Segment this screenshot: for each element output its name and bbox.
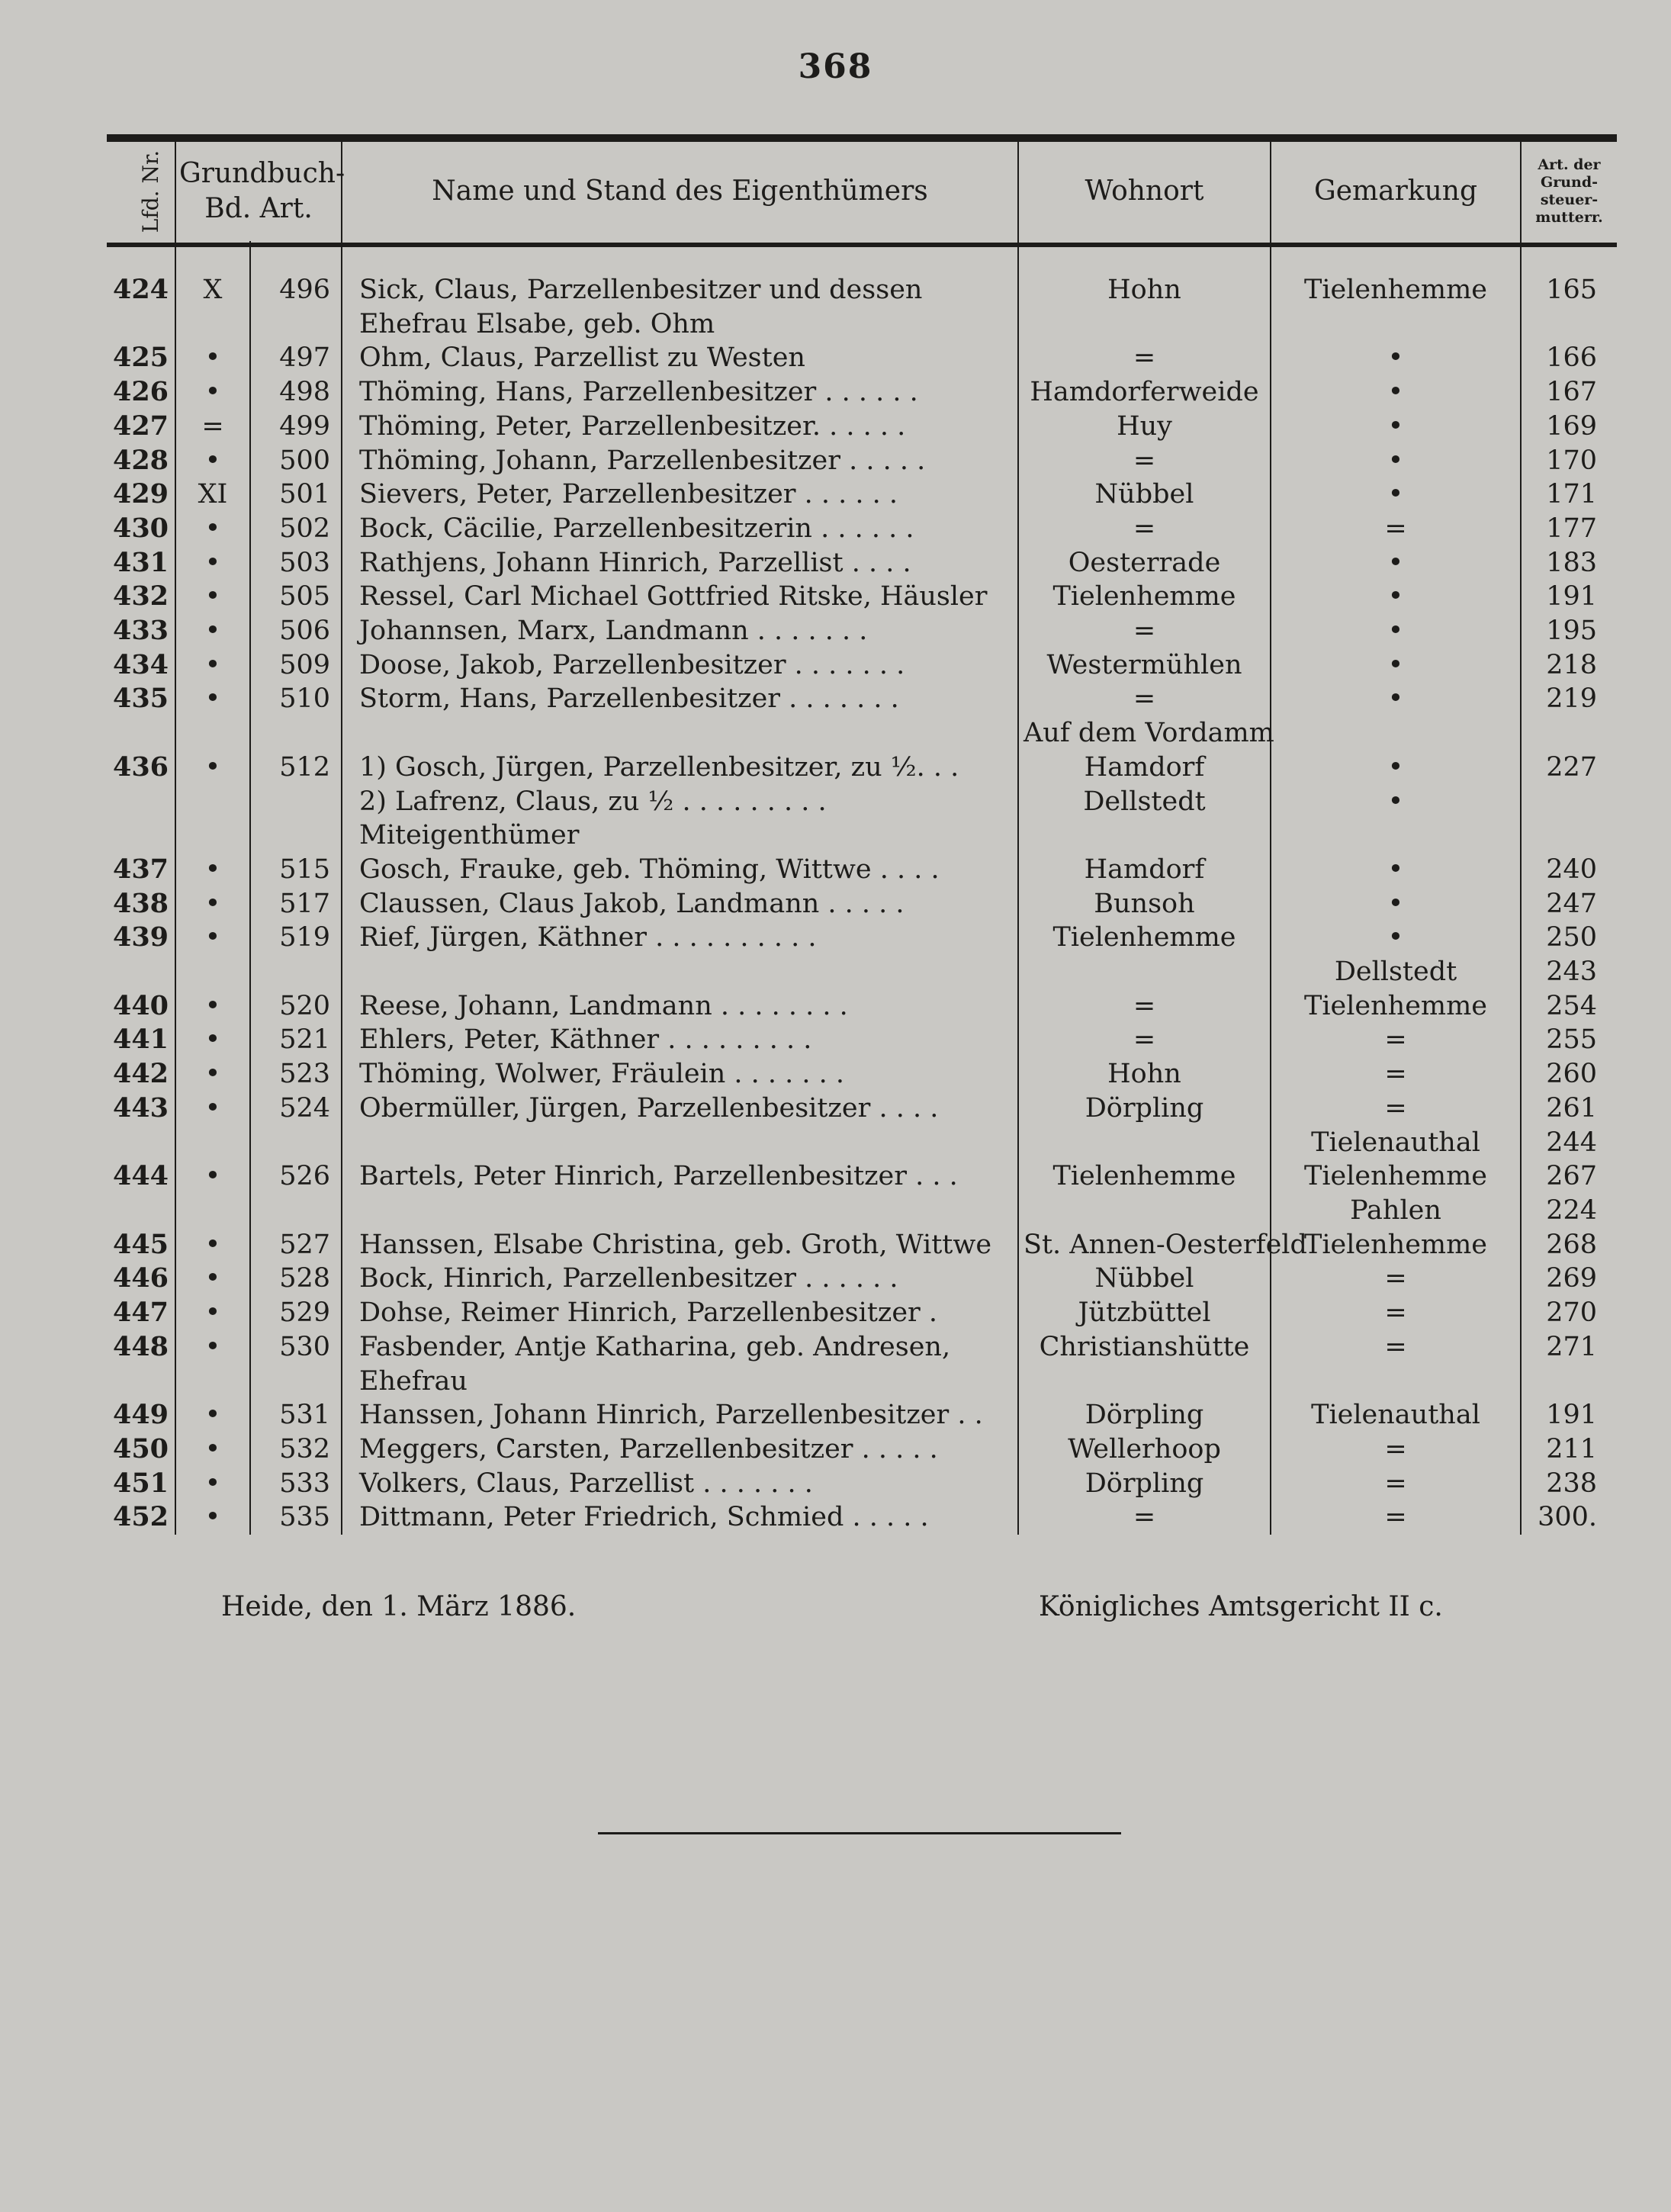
row-residence: Tielenhemme xyxy=(1018,921,1271,955)
row-district: • xyxy=(1271,410,1521,444)
table-row xyxy=(107,1467,1617,1501)
table-row xyxy=(107,1330,1617,1398)
row-article: 498 xyxy=(250,375,342,410)
row-owner-name: Fasbender, Antje Katharina, geb. Andresen, Ehefrau xyxy=(342,1330,1018,1398)
table-row xyxy=(107,648,1617,683)
row-tax-article: 165 xyxy=(1521,241,1617,341)
row-owner-name xyxy=(342,955,1018,989)
row-article: 531 xyxy=(250,1398,342,1432)
row-article: 502 xyxy=(250,512,342,546)
row-band: • xyxy=(175,580,250,614)
row-article: 515 xyxy=(250,853,342,887)
row-article: 529 xyxy=(250,1296,342,1330)
row-residence: = xyxy=(1018,614,1271,648)
row-article: 520 xyxy=(250,989,342,1024)
row-band: • xyxy=(175,1092,250,1126)
table-row xyxy=(107,1500,1617,1535)
row-owner-name: Reese, Johann, Landmann . . . . . . . . xyxy=(342,989,1018,1024)
row-nr xyxy=(107,716,175,751)
row-owner-name: Ohm, Claus, Parzellist zu Westen xyxy=(342,341,1018,375)
row-nr: 438 xyxy=(112,887,169,919)
row-owner-name: Dohse, Reimer Hinrich, Parzellenbesitzer . xyxy=(342,1296,1018,1330)
header-nr: Lfd. Nr. xyxy=(138,150,164,233)
closing-rule xyxy=(598,1832,1121,1834)
row-article xyxy=(250,1126,342,1160)
row-nr: 427 xyxy=(112,410,169,442)
row-tax-article: 171 xyxy=(1521,477,1617,512)
row-article: 521 xyxy=(250,1023,342,1057)
row-owner-name: Rief, Jürgen, Käthner . . . . . . . . . . xyxy=(342,921,1018,955)
row-district: • xyxy=(1271,546,1521,580)
row-article: 503 xyxy=(250,546,342,580)
row-band: • xyxy=(175,546,250,580)
row-district: • xyxy=(1271,853,1521,887)
row-owner-name: Dittmann, Peter Friedrich, Schmied . . . . . xyxy=(342,1500,1018,1535)
table-row xyxy=(107,1194,1617,1228)
row-tax-article: 191 xyxy=(1521,580,1617,614)
row-band: • xyxy=(175,1023,250,1057)
row-residence: Christianshütte xyxy=(1018,1330,1271,1398)
row-owner-name: Hanssen, Johann Hinrich, Parzellenbesitzer . . xyxy=(342,1398,1018,1432)
row-owner-name: Thöming, Peter, Parzellenbesitzer. . . . . . xyxy=(342,410,1018,444)
row-article: 510 xyxy=(250,682,342,716)
row-tax-article: 211 xyxy=(1521,1432,1617,1467)
row-band: • xyxy=(175,341,250,375)
row-tax-article: 240 xyxy=(1521,853,1617,887)
row-district: • xyxy=(1271,614,1521,648)
row-article: 497 xyxy=(250,341,342,375)
row-tax-article: 169 xyxy=(1521,410,1617,444)
row-nr xyxy=(107,955,175,989)
row-residence: Oesterrade xyxy=(1018,546,1271,580)
row-nr: 446 xyxy=(112,1262,169,1294)
row-article: 512 xyxy=(250,751,342,785)
row-tax-article xyxy=(1521,716,1617,751)
row-residence: Jützbüttel xyxy=(1018,1296,1271,1330)
row-owner-name: Doose, Jakob, Parzellenbesitzer . . . . . . . xyxy=(342,648,1018,683)
row-nr: 434 xyxy=(112,648,169,680)
row-nr: 445 xyxy=(112,1228,169,1260)
row-nr: 452 xyxy=(112,1501,169,1533)
row-district: = xyxy=(1271,1296,1521,1330)
row-band: • xyxy=(175,375,250,410)
table-row xyxy=(107,477,1617,512)
row-nr: 447 xyxy=(112,1297,169,1329)
row-residence: = xyxy=(1018,1500,1271,1535)
row-band: • xyxy=(175,1296,250,1330)
row-district: • xyxy=(1271,751,1521,785)
row-band: • xyxy=(175,1500,250,1535)
row-residence: St. Annen-Oesterfeld xyxy=(1018,1228,1271,1262)
table-row xyxy=(107,682,1617,716)
row-district: Tielenhemme xyxy=(1271,1228,1521,1262)
row-article: 496 xyxy=(250,241,342,341)
row-owner-name: Ressel, Carl Michael Gottfried Ritske, Häusler xyxy=(342,580,1018,614)
row-band: • xyxy=(175,614,250,648)
row-nr: 443 xyxy=(112,1092,169,1124)
table-row xyxy=(107,375,1617,410)
row-district: • xyxy=(1271,341,1521,375)
row-district: Pahlen xyxy=(1271,1194,1521,1228)
table-row xyxy=(107,955,1617,989)
row-district: = xyxy=(1271,1432,1521,1467)
row-district: • xyxy=(1271,887,1521,921)
row-nr: 440 xyxy=(112,989,169,1021)
table-row xyxy=(107,410,1617,444)
row-district: • xyxy=(1271,682,1521,716)
row-owner-name: Meggers, Carsten, Parzellenbesitzer . . . . . xyxy=(342,1432,1018,1467)
row-owner-name: Bartels, Peter Hinrich, Parzellenbesitzer . . . xyxy=(342,1159,1018,1194)
header-bd: Bd. xyxy=(204,193,252,224)
table-row xyxy=(107,716,1617,751)
table-row xyxy=(107,1159,1617,1194)
table-row xyxy=(107,785,1617,853)
row-tax-article: 191 xyxy=(1521,1398,1617,1432)
row-residence: Bunsoh xyxy=(1018,887,1271,921)
row-district: = xyxy=(1271,512,1521,546)
table-row xyxy=(107,341,1617,375)
row-nr: 435 xyxy=(112,683,169,715)
row-article: 530 xyxy=(250,1330,342,1398)
row-band: • xyxy=(175,1432,250,1467)
row-tax-article xyxy=(1521,785,1617,853)
header-name: Name und Stand des Eigenthümers xyxy=(342,142,1018,241)
table-row xyxy=(107,1126,1617,1160)
row-district: • xyxy=(1271,648,1521,683)
row-owner-name: Storm, Hans, Parzellenbesitzer . . . . . . . xyxy=(342,682,1018,716)
table-row xyxy=(107,512,1617,546)
row-district: • xyxy=(1271,477,1521,512)
row-district: Tielenhemme xyxy=(1271,1159,1521,1194)
row-district: Dellstedt xyxy=(1271,955,1521,989)
row-residence: Hohn xyxy=(1018,1057,1271,1092)
owners-table xyxy=(107,142,1617,1535)
row-district: = xyxy=(1271,1330,1521,1398)
row-district: = xyxy=(1271,1500,1521,1535)
row-nr: 449 xyxy=(112,1399,169,1431)
row-owner-name: Hanssen, Elsabe Christina, geb. Groth, Wittwe xyxy=(342,1228,1018,1262)
row-tax-article: 166 xyxy=(1521,341,1617,375)
row-band: X xyxy=(175,241,250,341)
row-tax-article: 271 xyxy=(1521,1330,1617,1398)
row-residence: Nübbel xyxy=(1018,477,1271,512)
row-owner-name: Sick, Claus, Parzellenbesitzer und dessen Ehefrau Elsabe, geb. Ohm xyxy=(342,241,1018,341)
row-tax-article: 255 xyxy=(1521,1023,1617,1057)
table-row xyxy=(107,546,1617,580)
row-residence: Nübbel xyxy=(1018,1262,1271,1296)
header-wohnort: Wohnort xyxy=(1018,142,1271,241)
row-article xyxy=(250,1194,342,1228)
row-nr: 426 xyxy=(112,376,169,408)
row-band xyxy=(175,955,250,989)
table-row xyxy=(107,444,1617,478)
row-tax-article: 268 xyxy=(1521,1228,1617,1262)
row-tax-article: 243 xyxy=(1521,955,1617,989)
row-nr xyxy=(107,1126,175,1160)
row-band xyxy=(175,716,250,751)
row-residence: Dörpling xyxy=(1018,1398,1271,1432)
row-band: • xyxy=(175,1159,250,1194)
row-band: • xyxy=(175,751,250,785)
row-tax-article: 244 xyxy=(1521,1126,1617,1160)
row-residence: Hamdorferweide xyxy=(1018,375,1271,410)
row-residence xyxy=(1018,1194,1271,1228)
row-article: 506 xyxy=(250,614,342,648)
row-owner-name: Thöming, Johann, Parzellenbesitzer . . . . . xyxy=(342,444,1018,478)
row-residence: = xyxy=(1018,682,1271,716)
row-nr: 450 xyxy=(112,1432,169,1464)
row-residence: Hamdorf xyxy=(1018,751,1271,785)
page-number: 368 xyxy=(798,47,873,86)
row-nr xyxy=(107,1194,175,1228)
row-band: • xyxy=(175,1057,250,1092)
row-residence: Wellerhoop xyxy=(1018,1432,1271,1467)
row-nr: 444 xyxy=(112,1160,169,1192)
row-article xyxy=(250,955,342,989)
row-tax-article: 247 xyxy=(1521,887,1617,921)
row-nr: 430 xyxy=(112,512,169,544)
table-row xyxy=(107,1432,1617,1467)
row-owner-name: Volkers, Claus, Parzellist . . . . . . . xyxy=(342,1467,1018,1501)
row-district: • xyxy=(1271,580,1521,614)
row-tax-article: 254 xyxy=(1521,989,1617,1024)
header-art: Art. xyxy=(259,193,313,224)
table-row xyxy=(107,1023,1617,1057)
row-owner-name: Thöming, Wolwer, Fräulein . . . . . . . xyxy=(342,1057,1018,1092)
row-band: • xyxy=(175,682,250,716)
table-row xyxy=(107,887,1617,921)
row-article: 526 xyxy=(250,1159,342,1194)
row-band: • xyxy=(175,648,250,683)
row-article: 532 xyxy=(250,1432,342,1467)
row-tax-article: 224 xyxy=(1521,1194,1617,1228)
row-nr: 442 xyxy=(112,1058,169,1090)
row-band: • xyxy=(175,1262,250,1296)
row-district xyxy=(1271,716,1521,751)
table-row xyxy=(107,853,1617,887)
row-band: • xyxy=(175,853,250,887)
row-article: 523 xyxy=(250,1057,342,1092)
row-tax-article: 195 xyxy=(1521,614,1617,648)
header-gemarkung: Gemarkung xyxy=(1271,142,1521,241)
row-district: • xyxy=(1271,444,1521,478)
row-residence: Dellstedt xyxy=(1018,785,1271,853)
row-owner-name: 1) Gosch, Jürgen, Parzellenbesitzer, zu ½. . . xyxy=(342,751,1018,785)
row-tax-article: 260 xyxy=(1521,1057,1617,1092)
row-band: • xyxy=(175,512,250,546)
row-tax-article: 269 xyxy=(1521,1262,1617,1296)
table-row xyxy=(107,989,1617,1024)
table-row xyxy=(107,751,1617,785)
row-owner-name: Bock, Hinrich, Parzellenbesitzer . . . . . . xyxy=(342,1262,1018,1296)
row-district: Tielenauthal xyxy=(1271,1126,1521,1160)
row-tax-article: 227 xyxy=(1521,751,1617,785)
row-band: • xyxy=(175,921,250,955)
row-residence: Tielenhemme xyxy=(1018,580,1271,614)
row-residence: Auf dem Vordamm xyxy=(1018,716,1271,751)
row-residence: = xyxy=(1018,512,1271,546)
row-residence: Dörpling xyxy=(1018,1092,1271,1126)
row-district: • xyxy=(1271,921,1521,955)
row-band: • xyxy=(175,1330,250,1398)
header-artikel: Art. der Grund-steuer-mutterr. xyxy=(1521,142,1617,241)
row-tax-article: 267 xyxy=(1521,1159,1617,1194)
row-band: XI xyxy=(175,477,250,512)
table-row xyxy=(107,1262,1617,1296)
row-band: • xyxy=(175,444,250,478)
table-row xyxy=(107,580,1617,614)
row-nr: 428 xyxy=(112,444,169,476)
row-band: • xyxy=(175,1467,250,1501)
table-row xyxy=(107,921,1617,955)
row-tax-article: 300. xyxy=(1521,1500,1617,1535)
row-residence: Huy xyxy=(1018,410,1271,444)
row-owner-name: Rathjens, Johann Hinrich, Parzellist . . . . xyxy=(342,546,1018,580)
row-nr: 432 xyxy=(112,580,169,612)
row-tax-article: 167 xyxy=(1521,375,1617,410)
row-residence xyxy=(1018,955,1271,989)
row-article xyxy=(250,716,342,751)
row-district: Tielenauthal xyxy=(1271,1398,1521,1432)
row-tax-article: 170 xyxy=(1521,444,1617,478)
row-owner-name: Sievers, Peter, Parzellenbesitzer . . . . . . xyxy=(342,477,1018,512)
row-owner-name: Ehlers, Peter, Käthner . . . . . . . . . xyxy=(342,1023,1018,1057)
row-owner-name: Obermüller, Jürgen, Parzellenbesitzer . . . . xyxy=(342,1092,1018,1126)
row-article xyxy=(250,785,342,853)
row-residence: Hohn xyxy=(1018,241,1271,341)
row-owner-name: Gosch, Frauke, geb. Thöming, Wittwe . . . . xyxy=(342,853,1018,887)
row-owner-name: Johannsen, Marx, Landmann . . . . . . . xyxy=(342,614,1018,648)
row-district: Tielenhemme xyxy=(1271,989,1521,1024)
row-district: • xyxy=(1271,375,1521,410)
row-article: 524 xyxy=(250,1092,342,1126)
row-article: 528 xyxy=(250,1262,342,1296)
row-owner-name xyxy=(342,1194,1018,1228)
row-tax-article: 270 xyxy=(1521,1296,1617,1330)
row-band: • xyxy=(175,1228,250,1262)
row-district: • xyxy=(1271,785,1521,853)
row-article: 509 xyxy=(250,648,342,683)
header-grundbuch-title: Grundbuch- xyxy=(179,158,345,189)
row-article: 535 xyxy=(250,1500,342,1535)
row-residence: = xyxy=(1018,341,1271,375)
table-row xyxy=(107,614,1617,648)
row-article: 517 xyxy=(250,887,342,921)
row-residence xyxy=(1018,1126,1271,1160)
row-article: 501 xyxy=(250,477,342,512)
row-district: = xyxy=(1271,1467,1521,1501)
header-grundbuch xyxy=(175,142,345,241)
row-article: 533 xyxy=(250,1467,342,1501)
row-band xyxy=(175,1194,250,1228)
row-residence: Westermühlen xyxy=(1018,648,1271,683)
footer-authority: Königliches Amtsgericht II c. xyxy=(1039,1591,1443,1622)
row-district: Tielenhemme xyxy=(1271,241,1521,341)
row-district: = xyxy=(1271,1023,1521,1057)
table-row xyxy=(107,241,1617,341)
row-owner-name: Claussen, Claus Jakob, Landmann . . . . . xyxy=(342,887,1018,921)
row-residence: = xyxy=(1018,444,1271,478)
row-band: = xyxy=(175,410,250,444)
row-article: 500 xyxy=(250,444,342,478)
row-tax-article: 219 xyxy=(1521,682,1617,716)
row-residence: Tielenhemme xyxy=(1018,1159,1271,1194)
row-article: 505 xyxy=(250,580,342,614)
table-header xyxy=(107,142,1617,241)
row-tax-article: 183 xyxy=(1521,546,1617,580)
row-district: = xyxy=(1271,1092,1521,1126)
row-article: 519 xyxy=(250,921,342,955)
footer-place-date: Heide, den 1. März 1886. xyxy=(221,1591,577,1622)
row-article: 527 xyxy=(250,1228,342,1262)
row-nr: 451 xyxy=(112,1467,169,1499)
table-row xyxy=(107,1092,1617,1126)
table-row xyxy=(107,1296,1617,1330)
row-band xyxy=(175,1126,250,1160)
row-owner-name: Bock, Cäcilie, Parzellenbesitzerin . . . . . . xyxy=(342,512,1018,546)
row-tax-article: 250 xyxy=(1521,921,1617,955)
row-district: = xyxy=(1271,1262,1521,1296)
row-nr: 424 xyxy=(112,274,169,305)
row-residence: Hamdorf xyxy=(1018,853,1271,887)
top-rule xyxy=(107,134,1617,142)
row-owner-name: Thöming, Hans, Parzellenbesitzer . . . . . . xyxy=(342,375,1018,410)
table-body xyxy=(107,241,1617,1535)
row-tax-article: 177 xyxy=(1521,512,1617,546)
row-band xyxy=(175,785,250,853)
row-band: • xyxy=(175,887,250,921)
row-tax-article: 261 xyxy=(1521,1092,1617,1126)
row-nr: 436 xyxy=(112,751,169,783)
row-nr: 425 xyxy=(112,342,169,374)
row-owner-name: 2) Lafrenz, Claus, zu ½ . . . . . . . . . Miteigenthümer xyxy=(342,785,1018,853)
table-row xyxy=(107,1057,1617,1092)
row-nr: 433 xyxy=(112,615,169,647)
row-nr: 431 xyxy=(112,546,169,578)
row-owner-name xyxy=(342,716,1018,751)
row-nr: 439 xyxy=(112,921,169,953)
row-residence: = xyxy=(1018,989,1271,1024)
row-nr: 429 xyxy=(112,478,169,510)
row-nr: 437 xyxy=(112,853,169,885)
row-nr: 448 xyxy=(112,1330,169,1362)
table-row xyxy=(107,1228,1617,1262)
row-nr: 441 xyxy=(112,1024,169,1056)
row-tax-article: 218 xyxy=(1521,648,1617,683)
row-article: 499 xyxy=(250,410,342,444)
table-row xyxy=(107,1398,1617,1432)
row-nr xyxy=(107,785,175,853)
row-residence: Dörpling xyxy=(1018,1467,1271,1501)
row-district: = xyxy=(1271,1057,1521,1092)
row-band: • xyxy=(175,1398,250,1432)
row-owner-name xyxy=(342,1126,1018,1160)
row-residence: = xyxy=(1018,1023,1271,1057)
row-band: • xyxy=(175,989,250,1024)
header-rule xyxy=(107,243,1617,247)
row-tax-article: 238 xyxy=(1521,1467,1617,1501)
